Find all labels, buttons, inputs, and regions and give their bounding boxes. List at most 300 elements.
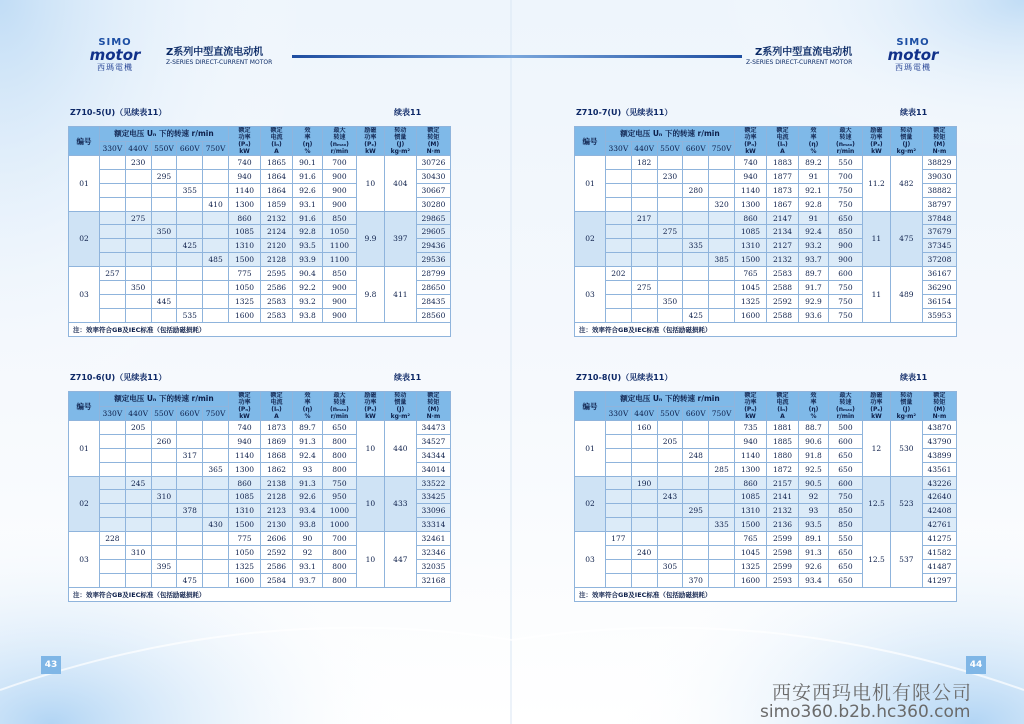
header-line: 转动: [394, 127, 407, 134]
speed-cell: [99, 546, 125, 560]
efficiency-cell: 91.7: [799, 281, 829, 295]
current-cell: 2120: [261, 239, 293, 253]
speed-cell: [203, 476, 229, 490]
efficiency-cell: 93.8: [293, 308, 323, 322]
speed-cell: [683, 490, 709, 504]
current-cell: 1868: [261, 448, 293, 462]
speed-cell: [709, 476, 735, 490]
header-line: (η): [302, 406, 313, 413]
speed-cell: [709, 225, 735, 239]
header-line: (M): [933, 141, 946, 148]
torque-cell: 33522: [416, 476, 450, 490]
efficiency-cell: 92.9: [799, 294, 829, 308]
header-line: kW: [239, 148, 250, 155]
speed-cell: 475: [177, 573, 203, 587]
speed-cell: 248: [683, 448, 709, 462]
header-line: kW: [871, 148, 882, 155]
speed-cell: [99, 225, 125, 239]
header-line: kW: [871, 413, 882, 420]
speed-cell: [177, 434, 203, 448]
efficiency-cell: 90.5: [799, 476, 829, 490]
max-speed-cell: 900: [828, 253, 862, 267]
speed-cell: [99, 239, 125, 253]
efficiency-cell: 92.5: [799, 462, 829, 476]
header-voltage: 750V: [709, 406, 735, 421]
efficiency-cell: 92.4: [799, 225, 829, 239]
group-id: 02: [575, 476, 606, 532]
speed-cell: 395: [151, 559, 177, 573]
series-title-en: Z-SERIES DIRECT-CURRENT MOTOR: [746, 59, 853, 66]
power-cell: 1045: [735, 281, 767, 295]
max-speed-cell: 1000: [322, 504, 356, 518]
speed-cell: [683, 169, 709, 183]
field-power-cell: 12.5: [862, 476, 890, 532]
speed-cell: [657, 476, 683, 490]
header-torque: [416, 392, 450, 421]
speed-cell: 320: [709, 197, 735, 211]
speed-cell: [177, 281, 203, 295]
max-speed-cell: 850: [828, 518, 862, 532]
series-title-zh: Z系列中型直流电动机: [166, 47, 264, 58]
current-cell: 1867: [767, 197, 799, 211]
max-speed-cell: 550: [828, 156, 862, 170]
speed-cell: [657, 308, 683, 322]
header-voltage: 440V: [631, 141, 657, 156]
header-line: N·m: [426, 413, 441, 420]
power-cell: 940: [229, 434, 261, 448]
speed-cell: [605, 546, 631, 560]
speed-cell: 378: [177, 504, 203, 518]
max-speed-cell: 900: [828, 239, 862, 253]
efficiency-cell: 89.1: [799, 532, 829, 546]
header-id: 编号: [69, 392, 100, 421]
inertia-cell: 530: [890, 421, 922, 477]
speed-cell: [631, 225, 657, 239]
table-note: 注：效率符合GB及IEC标准（包括励磁损耗）: [69, 587, 451, 601]
inertia-cell: 523: [890, 476, 922, 532]
power-cell: 1045: [735, 546, 767, 560]
torque-cell: 29865: [416, 211, 450, 225]
header-line: 励磁: [364, 127, 377, 134]
max-speed-cell: 650: [828, 559, 862, 573]
header-line: (M): [933, 406, 946, 413]
speed-cell: [709, 448, 735, 462]
speed-cell: [203, 281, 229, 295]
power-cell: 1140: [229, 183, 261, 197]
speed-cell: [99, 308, 125, 322]
torque-cell: 42408: [922, 504, 956, 518]
header-line: (Iₙ): [777, 406, 788, 413]
speed-cell: [683, 518, 709, 532]
speed-cell: 385: [709, 253, 735, 267]
power-cell: 775: [229, 267, 261, 281]
speed-cell: [631, 197, 657, 211]
efficiency-cell: 91.6: [293, 169, 323, 183]
max-speed-cell: 750: [322, 476, 356, 490]
speed-cell: [151, 573, 177, 587]
speed-cell: [683, 211, 709, 225]
current-cell: 2606: [261, 532, 293, 546]
header-speed: 额定电压 Uₙ 下的转速 r/min: [99, 392, 228, 407]
speed-cell: [177, 559, 203, 573]
torque-cell: 34527: [416, 434, 450, 448]
spec-table-z710-7: [574, 126, 957, 337]
speed-cell: [151, 183, 177, 197]
speed-cell: [709, 559, 735, 573]
header-efficiency: [799, 127, 829, 156]
speed-cell: [125, 434, 151, 448]
torque-cell: 32346: [416, 546, 450, 560]
speed-cell: [605, 490, 631, 504]
power-cell: 1310: [735, 239, 767, 253]
efficiency-cell: 92: [799, 490, 829, 504]
speed-cell: [203, 211, 229, 225]
power-cell: 1500: [735, 253, 767, 267]
header-line: (M): [427, 141, 440, 148]
field-power-cell: 10: [356, 421, 384, 477]
max-speed-cell: 550: [828, 532, 862, 546]
speed-cell: [683, 462, 709, 476]
logo-name: motor: [887, 46, 939, 64]
series-title-en: Z-SERIES DIRECT-CURRENT MOTOR: [166, 59, 273, 66]
speed-cell: [657, 183, 683, 197]
speed-cell: [125, 532, 151, 546]
torque-cell: 43899: [922, 448, 956, 462]
speed-cell: [203, 239, 229, 253]
power-cell: 740: [229, 421, 261, 435]
efficiency-cell: 90: [293, 532, 323, 546]
speed-cell: 280: [683, 183, 709, 197]
table-row: [575, 532, 957, 546]
speed-cell: [99, 518, 125, 532]
efficiency-cell: 92.2: [293, 281, 323, 295]
speed-cell: [605, 239, 631, 253]
current-cell: 2583: [261, 294, 293, 308]
logo-cn: 西瑪電機: [895, 63, 931, 72]
power-cell: 1085: [735, 490, 767, 504]
header-line: 励磁: [364, 392, 377, 399]
header-speed: 额定电压 Uₙ 下的转速 r/min: [605, 392, 734, 407]
power-cell: 1600: [229, 308, 261, 322]
speed-cell: [709, 546, 735, 560]
field-power-cell: 10: [356, 476, 384, 532]
speed-cell: [203, 490, 229, 504]
speed-cell: [683, 546, 709, 560]
table-row: [575, 211, 957, 225]
inertia-cell: 482: [890, 156, 922, 212]
speed-cell: [99, 504, 125, 518]
current-cell: 2583: [261, 308, 293, 322]
efficiency-cell: 92: [293, 546, 323, 560]
torque-cell: 38797: [922, 197, 956, 211]
speed-cell: [151, 546, 177, 560]
group-id: 03: [69, 267, 100, 323]
speed-cell: [709, 434, 735, 448]
speed-cell: [151, 462, 177, 476]
current-cell: 2588: [767, 308, 799, 322]
header-line: 惯量: [900, 399, 913, 406]
header-line: kg·m²: [390, 148, 411, 155]
max-speed-cell: 1100: [322, 239, 356, 253]
header-torque: [922, 392, 956, 421]
efficiency-cell: 93.4: [799, 573, 829, 587]
speed-cell: [151, 448, 177, 462]
speed-cell: [177, 294, 203, 308]
max-speed-cell: 850: [828, 225, 862, 239]
speed-cell: 275: [657, 225, 683, 239]
max-speed-cell: 850: [322, 267, 356, 281]
header-voltage: 330V: [99, 141, 125, 156]
max-speed-cell: 1100: [322, 253, 356, 267]
max-speed-cell: 900: [322, 197, 356, 211]
speed-cell: [177, 476, 203, 490]
speed-cell: [605, 253, 631, 267]
speed-cell: 217: [631, 211, 657, 225]
speed-cell: 430: [203, 518, 229, 532]
header-line: 率: [810, 399, 817, 406]
current-cell: 2130: [261, 518, 293, 532]
speed-cell: 335: [683, 239, 709, 253]
inertia-cell: 397: [384, 211, 416, 267]
speed-cell: [631, 490, 657, 504]
header-line: 率: [810, 134, 817, 141]
speed-cell: [709, 169, 735, 183]
table-title: Z710-6(U)（见续表11）: [70, 373, 167, 382]
speed-cell: [151, 308, 177, 322]
header-line: 率: [304, 134, 311, 141]
speed-cell: [657, 462, 683, 476]
speed-cell: [125, 573, 151, 587]
current-cell: 1873: [261, 421, 293, 435]
power-cell: 1325: [735, 559, 767, 573]
header-line: r/min: [836, 413, 855, 420]
power-cell: 740: [229, 156, 261, 170]
header-line: 额定: [238, 127, 251, 134]
header-line: kW: [239, 413, 250, 420]
power-cell: 1310: [229, 504, 261, 518]
power-cell: 1050: [229, 281, 261, 295]
header-line: %: [810, 148, 817, 155]
speed-cell: [605, 462, 631, 476]
speed-cell: [177, 253, 203, 267]
speed-cell: [99, 156, 125, 170]
speed-cell: [657, 156, 683, 170]
speed-cell: [605, 448, 631, 462]
speed-cell: [151, 421, 177, 435]
field-power-cell: 11: [862, 211, 890, 267]
efficiency-cell: 89.2: [799, 156, 829, 170]
header-line: 功率: [744, 134, 757, 141]
efficiency-cell: 92.8: [799, 197, 829, 211]
speed-cell: [631, 169, 657, 183]
max-speed-cell: 700: [828, 169, 862, 183]
header-line: A: [780, 413, 785, 420]
power-cell: 1085: [229, 490, 261, 504]
speed-cell: [657, 211, 683, 225]
speed-cell: [657, 281, 683, 295]
torque-cell: 34473: [416, 421, 450, 435]
efficiency-cell: 93.1: [293, 197, 323, 211]
header-line: (Pₙ): [744, 406, 757, 413]
speed-cell: [125, 518, 151, 532]
speed-cell: [657, 239, 683, 253]
header-line: (Iₙ): [271, 406, 282, 413]
field-power-cell: 9.9: [356, 211, 384, 267]
max-speed-cell: 650: [828, 546, 862, 560]
efficiency-cell: 92.4: [293, 448, 323, 462]
header-voltage: 750V: [203, 406, 229, 421]
inertia-cell: 411: [384, 267, 416, 323]
speed-cell: 350: [151, 225, 177, 239]
speed-cell: [709, 421, 735, 435]
power-cell: 740: [735, 156, 767, 170]
power-cell: 1140: [229, 448, 261, 462]
speed-cell: [177, 518, 203, 532]
speed-cell: [657, 504, 683, 518]
efficiency-cell: 91.3: [293, 434, 323, 448]
current-cell: 2592: [261, 546, 293, 560]
speed-cell: [203, 156, 229, 170]
efficiency-cell: 93.7: [799, 253, 829, 267]
speed-cell: [605, 308, 631, 322]
speed-cell: 243: [657, 490, 683, 504]
speed-cell: 305: [657, 559, 683, 573]
header-current: [767, 392, 799, 421]
speed-cell: 310: [151, 490, 177, 504]
table-note: 注：效率符合GB及IEC标准（包括励磁损耗）: [575, 587, 957, 601]
speed-cell: [631, 239, 657, 253]
speed-cell: [683, 197, 709, 211]
torque-cell: 38882: [922, 183, 956, 197]
table-note: 注：效率符合GB及IEC标准（包括励磁损耗）: [575, 322, 957, 336]
inertia-cell: 404: [384, 156, 416, 212]
max-speed-cell: 850: [322, 211, 356, 225]
speed-cell: [709, 211, 735, 225]
max-speed-cell: 700: [322, 156, 356, 170]
field-power-cell: 11.2: [862, 156, 890, 212]
header-torque: [922, 127, 956, 156]
efficiency-cell: 93: [293, 462, 323, 476]
speed-cell: [605, 518, 631, 532]
torque-cell: 37208: [922, 253, 956, 267]
header-line: 电流: [776, 134, 789, 141]
current-cell: 2599: [767, 532, 799, 546]
speed-cell: [683, 434, 709, 448]
speed-cell: [709, 239, 735, 253]
current-cell: 2128: [261, 490, 293, 504]
header-line: 功率: [870, 134, 883, 141]
speed-cell: 370: [683, 573, 709, 587]
header-rule-right: [512, 55, 742, 58]
speed-cell: [709, 294, 735, 308]
header-line: kW: [745, 148, 756, 155]
table-title: Z710-8(U)（见续表11）: [576, 373, 673, 382]
current-cell: 2141: [767, 490, 799, 504]
header-line: (Pₓ): [870, 141, 883, 148]
header-current: [261, 392, 293, 421]
header-line: 功率: [870, 399, 883, 406]
inertia-cell: 433: [384, 476, 416, 532]
power-cell: 1325: [229, 559, 261, 573]
torque-cell: 30726: [416, 156, 450, 170]
speed-cell: [203, 448, 229, 462]
power-cell: 765: [735, 532, 767, 546]
current-cell: 2586: [261, 281, 293, 295]
header-line: N·m: [932, 413, 947, 420]
field-power-cell: 10: [356, 156, 384, 212]
current-cell: 2598: [767, 546, 799, 560]
header-line: 功率: [744, 399, 757, 406]
group-id: 01: [575, 156, 606, 212]
header-field-power: [862, 392, 890, 421]
speed-cell: [605, 559, 631, 573]
efficiency-cell: 91.8: [799, 448, 829, 462]
current-cell: 1865: [261, 156, 293, 170]
speed-cell: [151, 518, 177, 532]
header-voltage: 750V: [203, 141, 229, 156]
max-speed-cell: 650: [322, 421, 356, 435]
speed-cell: [99, 462, 125, 476]
power-cell: 940: [735, 434, 767, 448]
speed-cell: [605, 183, 631, 197]
speed-cell: 485: [203, 253, 229, 267]
spec-table-z710-5: [68, 126, 451, 337]
speed-cell: [203, 573, 229, 587]
header-line: 转动: [900, 127, 913, 134]
speed-cell: [203, 421, 229, 435]
header-voltage: 660V: [177, 141, 203, 156]
current-cell: 2134: [767, 225, 799, 239]
current-cell: 2147: [767, 211, 799, 225]
speed-cell: 230: [657, 169, 683, 183]
inertia-cell: 489: [890, 267, 922, 323]
speed-cell: [125, 462, 151, 476]
speed-cell: [203, 169, 229, 183]
torque-cell: 37848: [922, 211, 956, 225]
inertia-cell: 440: [384, 421, 416, 477]
header-line: (M): [427, 406, 440, 413]
header-line: 额定: [776, 392, 789, 399]
max-speed-cell: 750: [828, 197, 862, 211]
continuation-label: 续表11: [900, 108, 928, 117]
efficiency-cell: 93.5: [799, 518, 829, 532]
efficiency-cell: 92.6: [799, 559, 829, 573]
efficiency-cell: 91: [799, 169, 829, 183]
torque-cell: 28560: [416, 308, 450, 322]
speed-cell: [125, 183, 151, 197]
speed-cell: [203, 546, 229, 560]
current-cell: 2588: [767, 281, 799, 295]
speed-cell: 295: [151, 169, 177, 183]
power-cell: 940: [229, 169, 261, 183]
current-cell: 2592: [767, 294, 799, 308]
header-field-power: [356, 392, 384, 421]
speed-cell: [177, 490, 203, 504]
max-speed-cell: 650: [828, 573, 862, 587]
header-line: 转矩: [427, 399, 440, 406]
speed-cell: [99, 169, 125, 183]
max-speed-cell: 600: [828, 476, 862, 490]
speed-cell: [657, 421, 683, 435]
header-voltage: 550V: [151, 141, 177, 156]
current-cell: 2584: [261, 573, 293, 587]
torque-cell: 32461: [416, 532, 450, 546]
speed-cell: [177, 169, 203, 183]
speed-cell: [657, 546, 683, 560]
header-line: (Pₙ): [238, 406, 251, 413]
table-title: Z710-7(U)（见续表11）: [576, 108, 673, 117]
header-line: (nₘₐₓ): [835, 406, 855, 413]
